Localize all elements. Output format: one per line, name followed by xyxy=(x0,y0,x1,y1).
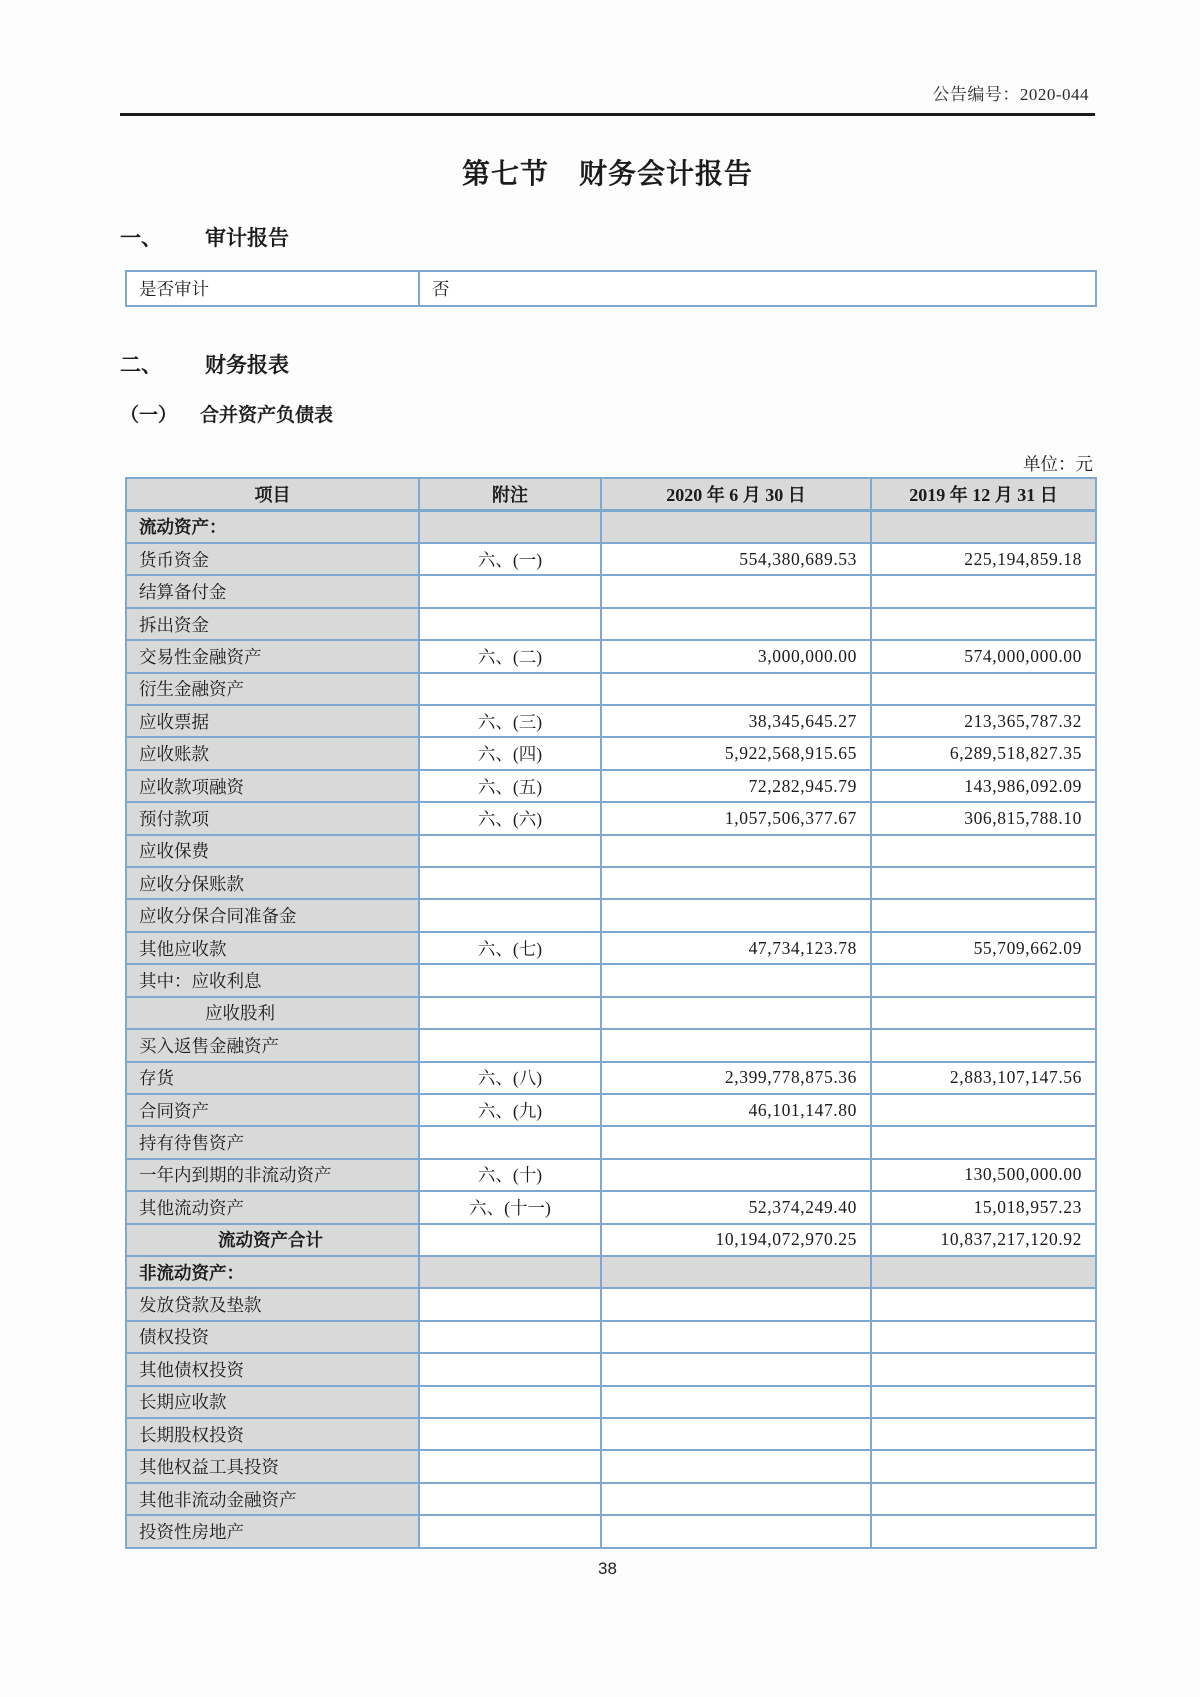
value-2020-cell xyxy=(601,899,871,931)
item-label-cell: 长期股权投资 xyxy=(126,1418,419,1450)
page-number: 38 xyxy=(598,1559,617,1578)
table-row xyxy=(126,1159,1096,1191)
page-title-text: 财务会计报告 xyxy=(579,158,754,189)
note-cell: 六、(十) xyxy=(419,1159,601,1191)
table-row xyxy=(126,1191,1096,1223)
value-2019-cell: 130,500,000.00 xyxy=(871,1159,1096,1191)
table-row xyxy=(126,737,1096,769)
note-cell xyxy=(419,1483,601,1515)
heading-balance-sheet-number: （一） xyxy=(120,405,178,426)
header-rule xyxy=(120,113,1095,116)
heading-statements-title: 财务报表 xyxy=(205,354,289,377)
item-label-cell: 其他非流动金融资产 xyxy=(126,1483,419,1515)
note-cell xyxy=(419,1224,601,1256)
value-2019-cell xyxy=(871,964,1096,996)
value-2019-cell xyxy=(871,608,1096,640)
item-label-cell: 其他应收款 xyxy=(126,932,419,964)
item-label-cell: 发放贷款及垫款 xyxy=(126,1288,419,1320)
table-row xyxy=(126,608,1096,640)
note-cell xyxy=(419,899,601,931)
value-2019-cell xyxy=(871,1515,1096,1548)
note-cell xyxy=(419,867,601,899)
item-label-cell: 拆出资金 xyxy=(126,608,419,640)
audit-answer-cell: 否 xyxy=(419,271,1096,306)
item-label-cell: 应收分保账款 xyxy=(126,867,419,899)
value-2020-cell xyxy=(601,964,871,996)
note-cell xyxy=(419,608,601,640)
table-row xyxy=(126,997,1096,1029)
value-2020-cell xyxy=(601,1288,871,1320)
heading-financial-statements xyxy=(120,353,1095,379)
table-row xyxy=(126,964,1096,996)
item-label-cell: 结算备付金 xyxy=(126,575,419,607)
value-2020-cell xyxy=(601,510,871,543)
note-cell: 六、(五) xyxy=(419,770,601,802)
value-2019-cell: 143,986,092.09 xyxy=(871,770,1096,802)
note-cell xyxy=(419,1450,601,1482)
value-2019-cell xyxy=(871,1126,1096,1158)
note-cell xyxy=(419,1418,601,1450)
table-row xyxy=(126,543,1096,575)
value-2019-cell xyxy=(871,1029,1096,1061)
page-title xyxy=(120,158,1095,190)
item-label-cell: 应收分保合同准备金 xyxy=(126,899,419,931)
note-cell: 六、(十一) xyxy=(419,1191,601,1223)
value-2020-cell xyxy=(601,1256,871,1288)
note-cell: 六、(二) xyxy=(419,640,601,672)
item-label-cell: 存货 xyxy=(126,1062,419,1094)
table-row xyxy=(126,1321,1096,1353)
item-label-cell: 其他流动资产 xyxy=(126,1191,419,1223)
table-row xyxy=(126,899,1096,931)
value-2019-cell xyxy=(871,1353,1096,1385)
column-header-item: 项目 xyxy=(126,478,419,510)
value-2020-cell xyxy=(601,1126,871,1158)
item-label-cell: 长期应收款 xyxy=(126,1386,419,1418)
value-2019-cell xyxy=(871,1321,1096,1353)
value-2020-cell xyxy=(601,1321,871,1353)
table-row xyxy=(126,932,1096,964)
value-2020-cell: 2,399,778,875.36 xyxy=(601,1062,871,1094)
table-row xyxy=(126,575,1096,607)
audit-question-cell: 是否审计 xyxy=(126,271,419,306)
note-cell xyxy=(419,964,601,996)
table-row xyxy=(126,770,1096,802)
note-cell xyxy=(419,1515,601,1548)
item-label-cell: 投资性房地产 xyxy=(126,1515,419,1548)
value-2020-cell xyxy=(601,1386,871,1418)
value-2020-cell xyxy=(601,1353,871,1385)
value-2020-cell xyxy=(601,1418,871,1450)
table-row xyxy=(126,271,1096,306)
note-cell: 六、(七) xyxy=(419,932,601,964)
table-row xyxy=(126,1515,1096,1548)
column-header-2020: 2020 年 6 月 30 日 xyxy=(601,478,871,510)
table-row xyxy=(126,640,1096,672)
value-2019-cell xyxy=(871,835,1096,867)
table-row xyxy=(126,1386,1096,1418)
value-2019-cell: 213,365,787.32 xyxy=(871,705,1096,737)
value-2020-cell xyxy=(601,575,871,607)
value-2020-cell: 10,194,072,970.25 xyxy=(601,1224,871,1256)
value-2019-cell: 306,815,788.10 xyxy=(871,802,1096,834)
balance-sheet-table xyxy=(125,477,1097,1549)
heading-statements-number: 二、 xyxy=(120,354,162,377)
note-cell xyxy=(419,510,601,543)
table-row xyxy=(126,1094,1096,1126)
note-cell: 六、(三) xyxy=(419,705,601,737)
column-header-2019: 2019 年 12 月 31 日 xyxy=(871,478,1096,510)
table-row xyxy=(126,802,1096,834)
column-header-note: 附注 xyxy=(419,478,601,510)
value-2019-cell: 574,000,000.00 xyxy=(871,640,1096,672)
item-label-cell: 持有待售资产 xyxy=(126,1126,419,1158)
value-2019-cell: 15,018,957.23 xyxy=(871,1191,1096,1223)
item-label-cell: 应收保费 xyxy=(126,835,419,867)
note-cell: 六、(九) xyxy=(419,1094,601,1126)
page-content xyxy=(120,0,1095,1580)
value-2019-cell xyxy=(871,1288,1096,1320)
item-label-cell: 流动资产： xyxy=(126,510,419,543)
value-2019-cell xyxy=(871,1483,1096,1515)
item-label-cell: 预付款项 xyxy=(126,802,419,834)
item-label-cell: 债权投资 xyxy=(126,1321,419,1353)
heading-audit-report xyxy=(120,226,1095,252)
table-row xyxy=(126,835,1096,867)
value-2020-cell: 554,380,689.53 xyxy=(601,543,871,575)
value-2020-cell xyxy=(601,835,871,867)
value-2020-cell: 38,345,645.27 xyxy=(601,705,871,737)
note-cell xyxy=(419,1321,601,1353)
heading-balance-sheet-title: 合并资产负债表 xyxy=(200,405,334,426)
item-label-cell: 其他债权投资 xyxy=(126,1353,419,1385)
value-2020-cell xyxy=(601,1029,871,1061)
value-2020-cell: 1,057,506,377.67 xyxy=(601,802,871,834)
note-cell xyxy=(419,1256,601,1288)
value-2020-cell: 5,922,568,915.65 xyxy=(601,737,871,769)
note-cell: 六、(六) xyxy=(419,802,601,834)
heading-audit-title: 审计报告 xyxy=(205,227,289,250)
value-2019-cell: 10,837,217,120.92 xyxy=(871,1224,1096,1256)
value-2019-cell xyxy=(871,1450,1096,1482)
value-2019-cell xyxy=(871,1418,1096,1450)
note-cell xyxy=(419,1126,601,1158)
item-label-cell: 流动资产合计 xyxy=(126,1224,419,1256)
table-header-row xyxy=(126,478,1096,510)
item-label-cell: 应收款项融资 xyxy=(126,770,419,802)
table-row xyxy=(126,1029,1096,1061)
item-label-cell: 非流动资产： xyxy=(126,1256,419,1288)
value-2020-cell xyxy=(601,1515,871,1548)
value-2020-cell xyxy=(601,1483,871,1515)
item-label-cell: 合同资产 xyxy=(126,1094,419,1126)
note-cell xyxy=(419,575,601,607)
page-title-part: 第七节 xyxy=(461,158,549,189)
heading-audit-number: 一、 xyxy=(120,227,162,250)
value-2020-cell: 72,282,945.79 xyxy=(601,770,871,802)
unit-label: 单位：元 xyxy=(1023,454,1093,474)
value-2020-cell xyxy=(601,1450,871,1482)
table-row xyxy=(126,1288,1096,1320)
heading-balance-sheet xyxy=(120,403,1095,428)
note-cell xyxy=(419,1288,601,1320)
value-2019-cell xyxy=(871,673,1096,705)
note-cell xyxy=(419,1386,601,1418)
value-2019-cell: 6,289,518,827.35 xyxy=(871,737,1096,769)
value-2020-cell: 46,101,147.80 xyxy=(601,1094,871,1126)
value-2019-cell xyxy=(871,1094,1096,1126)
value-2019-cell xyxy=(871,899,1096,931)
value-2020-cell xyxy=(601,1159,871,1191)
value-2020-cell: 3,000,000.00 xyxy=(601,640,871,672)
note-cell xyxy=(419,673,601,705)
table-row xyxy=(126,1418,1096,1450)
item-label-cell: 一年内到期的非流动资产 xyxy=(126,1159,419,1191)
audit-status-table xyxy=(125,270,1097,307)
table-row xyxy=(126,1224,1096,1256)
note-cell xyxy=(419,1029,601,1061)
value-2020-cell xyxy=(601,673,871,705)
table-row xyxy=(126,705,1096,737)
table-row xyxy=(126,1450,1096,1482)
table-row xyxy=(126,1256,1096,1288)
value-2020-cell xyxy=(601,997,871,1029)
item-label-cell: 衍生金融资产 xyxy=(126,673,419,705)
value-2020-cell xyxy=(601,867,871,899)
table-row xyxy=(126,1483,1096,1515)
table-row xyxy=(126,1353,1096,1385)
table-row xyxy=(126,867,1096,899)
item-label-cell: 买入返售金融资产 xyxy=(126,1029,419,1061)
table-row xyxy=(126,510,1096,543)
item-label-cell: 应收账款 xyxy=(126,737,419,769)
table-row xyxy=(126,673,1096,705)
note-cell: 六、(八) xyxy=(419,1062,601,1094)
announcement-number: 公告编号：2020-044 xyxy=(932,85,1089,104)
value-2020-cell xyxy=(601,608,871,640)
table-row xyxy=(126,1126,1096,1158)
note-cell: 六、(四) xyxy=(419,737,601,769)
value-2019-cell xyxy=(871,1386,1096,1418)
value-2019-cell: 55,709,662.09 xyxy=(871,932,1096,964)
note-cell: 六、(一) xyxy=(419,543,601,575)
item-label-cell: 交易性金融资产 xyxy=(126,640,419,672)
value-2019-cell xyxy=(871,997,1096,1029)
value-2020-cell: 52,374,249.40 xyxy=(601,1191,871,1223)
note-cell xyxy=(419,1353,601,1385)
item-label-cell: 应收股利 xyxy=(126,997,419,1029)
value-2019-cell xyxy=(871,510,1096,543)
value-2019-cell xyxy=(871,867,1096,899)
note-cell xyxy=(419,997,601,1029)
value-2019-cell: 2,883,107,147.56 xyxy=(871,1062,1096,1094)
value-2019-cell xyxy=(871,1256,1096,1288)
note-cell xyxy=(419,835,601,867)
value-2019-cell xyxy=(871,575,1096,607)
item-label-cell: 货币资金 xyxy=(126,543,419,575)
table-row xyxy=(126,1062,1096,1094)
item-label-cell: 其中：应收利息 xyxy=(126,964,419,996)
item-label-cell: 应收票据 xyxy=(126,705,419,737)
value-2019-cell: 225,194,859.18 xyxy=(871,543,1096,575)
value-2020-cell: 47,734,123.78 xyxy=(601,932,871,964)
item-label-cell: 其他权益工具投资 xyxy=(126,1450,419,1482)
